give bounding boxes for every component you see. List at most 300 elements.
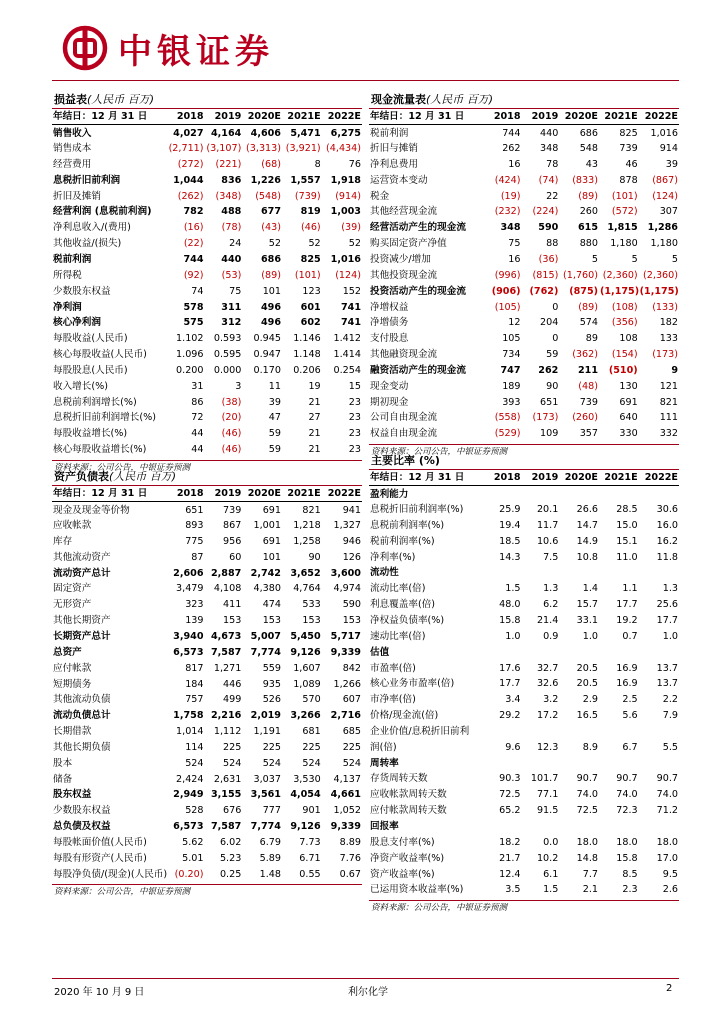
cell-value: 16.9: [616, 678, 638, 690]
cell-value: 52: [348, 238, 361, 250]
cell-value: 496: [260, 301, 281, 313]
cell-value: [639, 755, 679, 771]
cell-value: 2018: [484, 109, 522, 125]
cell-value: 741: [340, 317, 361, 329]
cell-value: 1,052: [333, 805, 361, 817]
row-label: 年结日：12 月 31 日: [369, 109, 484, 125]
cell-value: 21.7: [499, 852, 521, 864]
cell-value: 526: [262, 694, 281, 706]
cell-value: [484, 486, 522, 502]
cell-value: (108): [611, 301, 638, 313]
cell-value: 1,001: [253, 520, 281, 532]
cell-value: 14.9: [576, 535, 598, 547]
cell-value: 7,774: [250, 821, 281, 833]
table-row: [52, 410, 362, 426]
cell-value: 152: [342, 285, 361, 297]
cell-value: 16.2: [656, 535, 678, 547]
table-row: [52, 204, 362, 220]
cell-value: 2021E: [599, 470, 639, 486]
cell-value: (124): [652, 190, 678, 202]
table-row: [369, 204, 679, 220]
cell-value: [559, 819, 599, 835]
cell-value: (101): [294, 269, 321, 281]
cell-value: 225: [223, 741, 242, 753]
cell-value: 88: [546, 238, 559, 250]
cell-value: 15.1: [616, 535, 638, 547]
cell-value: (89): [578, 301, 598, 313]
cell-value: 1,016: [650, 127, 678, 139]
table-row: [369, 347, 679, 363]
cell-value: 5.6: [622, 710, 638, 722]
cell-value: (53): [221, 269, 242, 281]
cell-value: 90.7: [656, 773, 678, 785]
cell-value: [639, 486, 679, 502]
row-label: 股息支付率(%): [370, 836, 435, 848]
cell-value: 91.5: [536, 805, 559, 817]
table-row: [52, 125, 362, 141]
cell-value: 5,717: [330, 631, 361, 643]
cell-value: 15.8: [616, 852, 638, 864]
table-row: [52, 724, 362, 740]
cell-value: 260: [579, 206, 598, 218]
table-row: [52, 549, 362, 565]
cashflow-source-note: 资料来源：公司公告，中银证券预测: [369, 444, 679, 459]
cell-value: 825: [619, 127, 638, 139]
cell-value: 105: [502, 333, 521, 345]
cell-value: 893: [185, 520, 204, 532]
row-label: 现金及现金等价物: [53, 504, 130, 516]
income-statement-title: 损益表(人民币 百万): [52, 90, 362, 109]
cell-value: (16): [183, 222, 204, 234]
cell-value: 533: [302, 599, 321, 611]
row-label: 其他经营现金流: [370, 206, 438, 218]
table-row: [52, 850, 362, 866]
cell-value: 817: [185, 662, 204, 674]
cell-value: 1,014: [176, 726, 204, 738]
table-row: [369, 331, 679, 347]
cell-value: [599, 724, 639, 740]
table-row: [369, 676, 679, 692]
cell-value: 7,774: [250, 646, 281, 658]
cell-value: 8: [314, 158, 321, 170]
row-label: 每股收益(人民币): [53, 333, 128, 345]
balance-sheet-table: [52, 486, 362, 882]
cell-value: 3,266: [290, 710, 321, 722]
row-label: 销售成本: [53, 143, 92, 155]
cell-value: (260): [572, 412, 598, 424]
table-row: [369, 708, 679, 724]
cell-value: [484, 724, 522, 740]
cell-value: 2018: [167, 109, 205, 125]
cell-value: 575: [183, 317, 204, 329]
footer-company: 利尔化学: [348, 987, 388, 998]
cell-value: 8.9: [582, 741, 598, 753]
cell-value: 5: [671, 254, 678, 266]
cell-value: (4,434): [326, 143, 361, 155]
cell-value: 1,258: [293, 535, 321, 547]
row-label: 短期债务: [53, 678, 92, 690]
cell-value: 10.6: [536, 535, 559, 547]
cell-value: 5,450: [290, 631, 321, 643]
cell-value: [599, 486, 639, 502]
cell-value: 0: [552, 333, 559, 345]
cell-value: 2022E: [639, 109, 679, 125]
cell-value: 440: [540, 127, 559, 139]
cell-value: 574: [579, 317, 598, 329]
cell-value: 5,471: [290, 127, 321, 139]
cell-value: (89): [578, 190, 598, 202]
cell-value: 6.1: [543, 868, 559, 880]
table-row: [369, 426, 679, 442]
table-row: [52, 660, 362, 676]
table-row: [52, 676, 362, 692]
cell-value: (232): [494, 206, 521, 218]
table-row: [369, 660, 679, 676]
cell-value: 11.8: [656, 551, 678, 563]
table-row: [369, 410, 679, 426]
cell-value: 2.6: [662, 884, 678, 896]
table-row: [369, 394, 679, 410]
bank-of-china-logo-icon: [62, 25, 108, 71]
table-row: [52, 866, 362, 882]
cell-value: 825: [300, 254, 321, 266]
cell-value: 601: [300, 301, 321, 313]
cell-value: (996): [494, 269, 521, 281]
cell-value: 225: [262, 741, 281, 753]
cell-value: 15: [348, 380, 361, 392]
cell-value: 1,180: [650, 238, 678, 250]
cell-value: (89): [261, 269, 281, 281]
row-label: 投资减少/增加: [370, 254, 431, 266]
cell-value: 2,949: [173, 789, 204, 801]
row-label: 固定资产: [53, 583, 92, 595]
row-label: 应付帐款: [53, 662, 92, 674]
cell-value: 821: [302, 504, 321, 516]
cell-value: 18.2: [499, 836, 521, 848]
cell-value: 20.5: [576, 662, 598, 674]
cell-value: 6,573: [173, 646, 204, 658]
cell-value: 2019: [522, 109, 560, 125]
row-label: 流动性: [370, 567, 399, 579]
cell-value: [559, 486, 599, 502]
section-row: [369, 644, 679, 660]
cell-value: 13.7: [656, 678, 678, 690]
cell-value: 640: [619, 412, 638, 424]
cell-value: 71.2: [656, 805, 678, 817]
row-label: 流动资产总计: [53, 567, 111, 579]
row-label: 投资活动产生的现金流: [370, 285, 466, 297]
cell-value: (48): [578, 380, 598, 392]
cell-value: 74.0: [656, 789, 678, 801]
cell-value: 782: [183, 206, 204, 218]
cell-value: 524: [185, 757, 204, 769]
cell-value: 4,974: [333, 583, 361, 595]
row-label: 长期资产总计: [53, 631, 111, 643]
cell-value: 1.3: [662, 583, 678, 595]
table-row: [369, 866, 679, 882]
cell-value: 17.7: [616, 599, 638, 611]
cell-value: (424): [494, 174, 521, 186]
cell-value: 2022E: [639, 470, 679, 486]
table-row: [369, 283, 679, 299]
cell-value: 488: [221, 206, 242, 218]
cell-value: 524: [302, 757, 321, 769]
table-row: [369, 787, 679, 803]
cell-value: 6,275: [330, 127, 361, 139]
cell-value: 3,479: [176, 583, 204, 595]
cell-value: 5: [631, 254, 638, 266]
row-label: 库存: [53, 535, 73, 547]
cell-value: 28.5: [616, 504, 638, 516]
cell-value: 89: [585, 333, 598, 345]
cell-value: 59: [268, 444, 281, 456]
cell-value: 74.0: [576, 789, 598, 801]
cell-value: 25.6: [656, 599, 678, 611]
cell-value: 2018: [167, 486, 205, 502]
row-label: 利息覆盖率(倍): [370, 599, 436, 611]
cell-value: 1,044: [173, 174, 204, 186]
row-label: 净权益负债率(%): [370, 615, 445, 627]
cell-value: 2021E: [282, 486, 322, 502]
cell-value: 23: [348, 412, 361, 424]
row-label: 年结日：12 月 31 日: [369, 470, 484, 486]
cell-value: 87: [191, 551, 204, 563]
cell-value: 0.67: [339, 868, 361, 880]
cell-value: 9.5: [662, 868, 678, 880]
cell-value: 440: [221, 254, 242, 266]
row-label: 经营费用: [53, 158, 92, 170]
cell-value: 8.89: [339, 836, 361, 848]
row-label: 储备: [53, 773, 73, 785]
cell-value: (362): [572, 349, 598, 361]
table-row: [52, 252, 362, 268]
row-label: 折旧及摊销: [53, 190, 101, 202]
cell-value: 741: [340, 301, 361, 313]
cell-value: 59: [268, 428, 281, 440]
cell-value: 139: [185, 615, 204, 627]
cell-value: 16: [508, 254, 521, 266]
cell-value: 651: [185, 504, 204, 516]
table-row: [52, 644, 362, 660]
cell-value: 77.1: [536, 789, 559, 801]
row-label: 核心净利润: [53, 317, 101, 329]
cell-value: 878: [619, 174, 638, 186]
cell-value: 9,126: [290, 821, 321, 833]
cell-value: 7.73: [299, 836, 321, 848]
cell-value: 1.148: [293, 349, 321, 361]
row-label: 存货周转天数: [370, 773, 428, 785]
cell-value: 78: [546, 158, 559, 170]
row-label: 融资活动产生的现金流: [370, 364, 466, 376]
cell-value: (154): [611, 349, 638, 361]
cell-value: [639, 644, 679, 660]
cell-value: 16.0: [656, 519, 678, 531]
table-row: [369, 803, 679, 819]
table-row: [52, 819, 362, 835]
section-row: [369, 755, 679, 771]
cell-value: 16.5: [576, 710, 598, 722]
cell-value: 12.4: [499, 868, 521, 880]
cell-value: 590: [342, 599, 361, 611]
cell-value: 914: [659, 143, 678, 155]
cell-value: 75: [508, 238, 521, 250]
cell-value: 4,137: [333, 773, 361, 785]
cell-value: 7.76: [339, 852, 361, 864]
cell-value: 2022E: [322, 109, 362, 125]
table-row: [369, 850, 679, 866]
cell-value: 18.0: [616, 836, 638, 848]
cell-value: 52: [268, 238, 281, 250]
cell-value: 262: [502, 143, 521, 155]
table-row: [369, 613, 679, 629]
cell-value: 101: [262, 285, 281, 297]
cell-value: 757: [185, 694, 204, 706]
cell-value: 681: [302, 726, 321, 738]
table-row: [369, 549, 679, 565]
cell-value: 496: [260, 317, 281, 329]
cell-value: (221): [215, 158, 242, 170]
cell-value: 16.9: [616, 662, 638, 674]
cell-value: 6.79: [259, 836, 281, 848]
row-label: 支付股息: [370, 333, 409, 345]
cell-value: 357: [579, 428, 598, 440]
cell-value: 75: [229, 285, 242, 297]
cell-value: 867: [223, 520, 242, 532]
cell-value: 18.0: [576, 836, 598, 848]
cell-value: 9,339: [330, 646, 361, 658]
cell-value: 602: [300, 317, 321, 329]
cell-value: 739: [579, 396, 598, 408]
cell-value: 111: [659, 412, 678, 424]
cell-value: 691: [619, 396, 638, 408]
cell-value: 1.1: [622, 583, 638, 595]
row-label: 期初现金: [370, 396, 409, 408]
cell-value: 25.9: [499, 504, 521, 516]
cell-value: (22): [183, 238, 204, 250]
row-label: 价格/现金流(倍): [370, 710, 439, 722]
cell-value: 6.7: [622, 741, 638, 753]
cell-value: [522, 724, 560, 740]
row-label: 运营资本变动: [370, 174, 428, 186]
cell-value: 691: [262, 535, 281, 547]
cell-value: 7.9: [662, 710, 678, 722]
cell-value: 676: [223, 805, 242, 817]
cell-value: 956: [223, 535, 242, 547]
cell-value: 21: [308, 428, 321, 440]
cell-value: [522, 755, 560, 771]
table-row: [52, 613, 362, 629]
cell-value: 935: [262, 678, 281, 690]
cell-value: 3,600: [330, 567, 361, 579]
table-row: [52, 283, 362, 299]
cell-value: 5.62: [182, 836, 204, 848]
cell-value: 15.0: [616, 519, 638, 531]
cell-value: 13.7: [656, 662, 678, 674]
key-ratios-title: 主要比率 (%): [369, 451, 679, 470]
cell-value: [522, 644, 560, 660]
cell-value: (1,175): [600, 285, 640, 297]
cell-value: 1.5: [505, 583, 521, 595]
cell-value: 0.206: [293, 364, 321, 376]
cell-value: 819: [300, 206, 321, 218]
cell-value: 1.3: [543, 583, 559, 595]
row-label: 其他投资现金流: [370, 269, 438, 281]
table-row: [52, 771, 362, 787]
row-label: 经营活动产生的现金流: [370, 222, 466, 234]
cell-value: 19: [308, 380, 321, 392]
row-label: 流动负债总计: [53, 710, 111, 722]
table-row: [369, 252, 679, 268]
cell-value: 1,266: [333, 678, 361, 690]
row-label: 净增权益: [370, 301, 409, 313]
cell-value: 101.7: [530, 773, 559, 785]
cell-value: 0.25: [219, 868, 242, 880]
cell-value: 24: [229, 238, 242, 250]
table-row: [369, 172, 679, 188]
row-label: 每股有形资产(人民币): [53, 852, 147, 864]
cell-value: 2,216: [210, 710, 242, 722]
row-label: 市净率(倍): [370, 694, 416, 706]
cell-value: 0.55: [299, 868, 321, 880]
company-logo: [62, 25, 274, 71]
cell-value: 4,027: [173, 127, 204, 139]
cell-value: 691: [262, 504, 281, 516]
cell-value: 739: [223, 504, 242, 516]
cell-value: 3.4: [505, 694, 521, 706]
cell-value: (510): [608, 364, 638, 376]
cell-value: 7,587: [210, 646, 242, 658]
cell-value: 307: [659, 206, 678, 218]
cell-value: 1,557: [290, 174, 321, 186]
cell-value: 2,606: [173, 567, 204, 579]
cashflow-statement-panel: [369, 90, 679, 459]
row-label: 总资产: [53, 646, 82, 658]
table-row: [52, 378, 362, 394]
row-label: 流动比率(倍): [370, 583, 426, 595]
cell-value: 2,716: [330, 710, 361, 722]
cell-value: (133): [652, 301, 678, 313]
cell-value: 72.3: [616, 805, 638, 817]
cell-value: 153: [302, 615, 321, 627]
cell-value: 9,339: [330, 821, 361, 833]
cell-value: [639, 724, 679, 740]
cell-value: 2020E: [242, 109, 282, 125]
cell-value: 4,661: [330, 789, 361, 801]
table-row: [52, 565, 362, 581]
cell-value: 4,764: [293, 583, 321, 595]
cell-value: 323: [185, 599, 204, 611]
table-row: [369, 157, 679, 173]
cashflow-statement-table: [369, 109, 679, 442]
cell-value: 6.71: [299, 852, 321, 864]
cell-value: 946: [342, 535, 361, 547]
cell-value: [639, 819, 679, 835]
row-label: 应付帐款周转天数: [370, 805, 447, 817]
cell-value: 14.7: [576, 519, 598, 531]
cell-value: 0.200: [176, 364, 204, 376]
cell-value: 0.000: [213, 364, 242, 376]
cell-value: 46: [625, 158, 638, 170]
cell-value: [522, 819, 560, 835]
row-label: 应收帐款: [53, 520, 92, 532]
cell-value: (224): [532, 206, 559, 218]
cell-value: 76: [348, 158, 361, 170]
cell-value: 821: [659, 396, 678, 408]
cell-value: 11.0: [616, 551, 638, 563]
cell-value: (36): [538, 254, 559, 266]
cell-value: (46): [300, 222, 321, 234]
cell-value: 901: [302, 805, 321, 817]
